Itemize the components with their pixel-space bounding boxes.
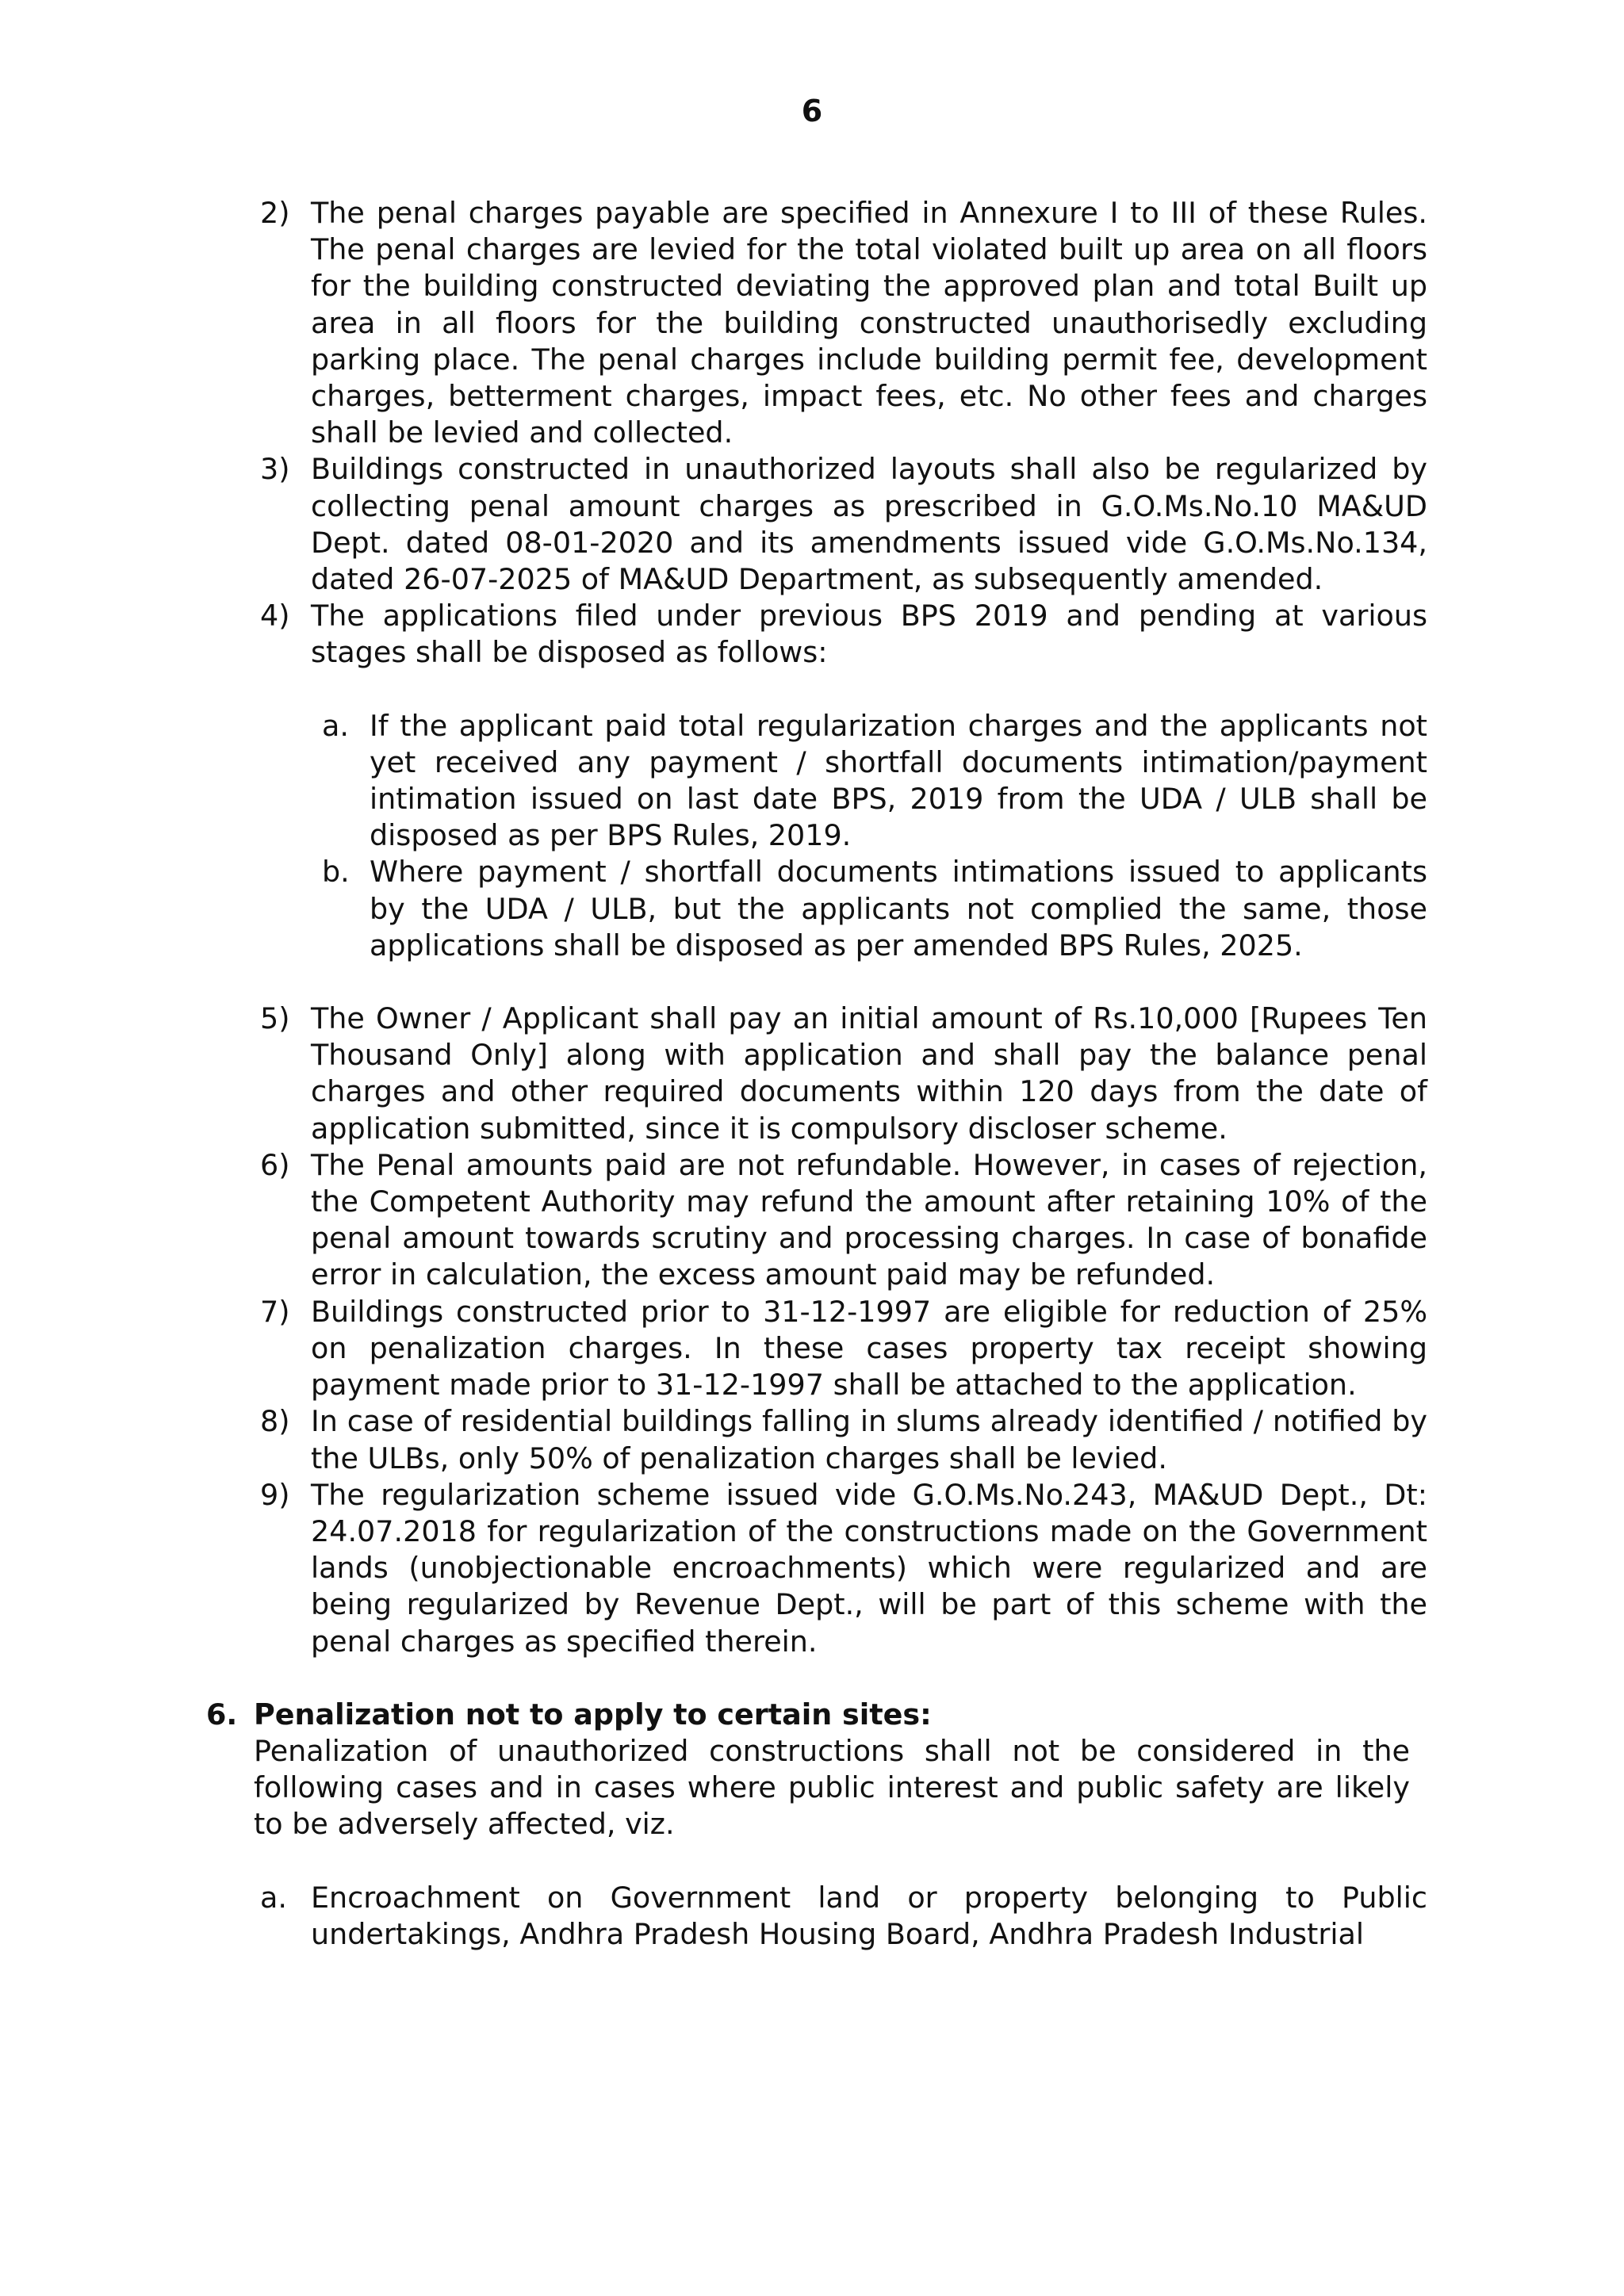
list-marker: 2) bbox=[260, 196, 290, 230]
list-marker: 5) bbox=[260, 1001, 290, 1036]
list-item-text: The Penal amounts paid are not refundable. However, in cases of rejection, the Competent Authority may refund the amount after retaining 10% of the penal amount towards scrutiny and processing charges. In case of bonafide error in calculation, the excess amount paid may be refunded. bbox=[311, 1147, 1427, 1292]
section-body: Penalization of unauthorized constructions shall not be considered in the following cases and in cases where public interest and public safety are likely to be adversely affected, viz. bbox=[254, 1733, 1410, 1842]
list-marker: 6) bbox=[260, 1147, 290, 1182]
list-item bbox=[260, 1001, 1427, 1147]
list-item-text: The penal charges payable are specified in Annexure I to III of these Rules. The penal charges are levied for the total violated built up area on all floors for the building constructed deviating the approved plan and total Built up area in all floors for the building constructed unauthorisedly excluding parking place. The penal charges include building permit fee, development charges, betterment charges, impact fees, etc. No other fees and charges shall be levied and collected. bbox=[311, 196, 1427, 450]
list-marker: 9) bbox=[260, 1477, 290, 1512]
sub-list-item-text: Where payment / shortfall documents intimations issued to applicants by the UDA / ULB, but the applicants not complied the same, those applications shall be disposed as per amended BPS Rules, 2025. bbox=[370, 855, 1427, 962]
section-heading bbox=[206, 1697, 1624, 1733]
list-item bbox=[260, 1147, 1427, 1294]
page-number: 6 bbox=[801, 94, 823, 128]
sub-list-item bbox=[322, 708, 1427, 855]
list-item-text: Buildings constructed in unauthorized layouts shall also be regularized by collecting penal amount charges as prescribed in G.O.Ms.No.10 MA&UD Dept. dated 08-01-2020 and its amendments issued vide G.O.Ms.No.134, dated 26-07-2025 of MA&UD Department, as subsequently amended. bbox=[311, 452, 1427, 597]
sub-list-item bbox=[322, 854, 1427, 964]
sub-list-marker: a. bbox=[322, 708, 349, 743]
list-item-text: In case of residential buildings falling in slums already identified / notified by the ULBs, only 50% of penalization charges shall be levied. bbox=[311, 1404, 1427, 1475]
list-item bbox=[260, 1294, 1427, 1404]
list-item bbox=[260, 451, 1427, 598]
section-number: 6. bbox=[206, 1697, 238, 1732]
list-marker: 7) bbox=[260, 1294, 290, 1329]
sub-list-item-text: If the applicant paid total regularization charges and the applicants not yet received any payment / shortfall documents intimation/payment intimation issued on last date BPS, 2019 from the UDA / ULB shall be disposed as per BPS Rules, 2019. bbox=[370, 708, 1427, 853]
list-item-text: The applications filed under previous BPS 2019 and pending at various stages shall be disposed as follows: bbox=[311, 599, 1427, 670]
section-list-item-text: Encroachment on Government land or property belonging to Public undertakings, Andhra Pradesh Housing Board, Andhra Pradesh Industrial bbox=[311, 1880, 1427, 1951]
numbered-list-continued bbox=[0, 1001, 1624, 1660]
section-list-marker: a. bbox=[260, 1880, 287, 1915]
sub-list bbox=[0, 708, 1624, 964]
list-item-text: Buildings constructed prior to 31-12-1997 are eligible for reduction of 25% on penalization charges. In these cases property tax receipt showing payment made prior to 31-12-1997 shall be attached to the application. bbox=[311, 1294, 1427, 1402]
list-marker: 4) bbox=[260, 599, 290, 633]
list-item-text: The regularization scheme issued vide G.O.Ms.No.243, MA&UD Dept., Dt: 24.07.2018 for regularization of the constructions made on the Government lands (unobjectionable encroachments) which were regularized and are being regularized by Revenue Dept., will be part of this scheme with the penal charges as specified therein. bbox=[311, 1477, 1427, 1659]
list-marker: 8) bbox=[260, 1404, 290, 1439]
list-item-text: The Owner / Applicant shall pay an initial amount of Rs.10,000 [Rupees Ten Thousand Only] along with application and shall pay the balance penal charges and other required documents within 120 days from the date of application submitted, since it is compulsory discloser scheme. bbox=[311, 1001, 1427, 1146]
list-item bbox=[260, 598, 1427, 671]
list-item bbox=[260, 1477, 1427, 1660]
section-list-item bbox=[260, 1880, 1427, 1953]
sub-list-marker: b. bbox=[322, 855, 350, 890]
list-item bbox=[260, 195, 1427, 451]
document-body bbox=[0, 195, 1624, 1953]
list-marker: 3) bbox=[260, 452, 290, 487]
numbered-list bbox=[0, 195, 1624, 672]
list-item bbox=[260, 1403, 1427, 1476]
section-list bbox=[0, 1880, 1624, 1953]
section-title: Penalization not to apply to certain sites: bbox=[254, 1697, 932, 1732]
